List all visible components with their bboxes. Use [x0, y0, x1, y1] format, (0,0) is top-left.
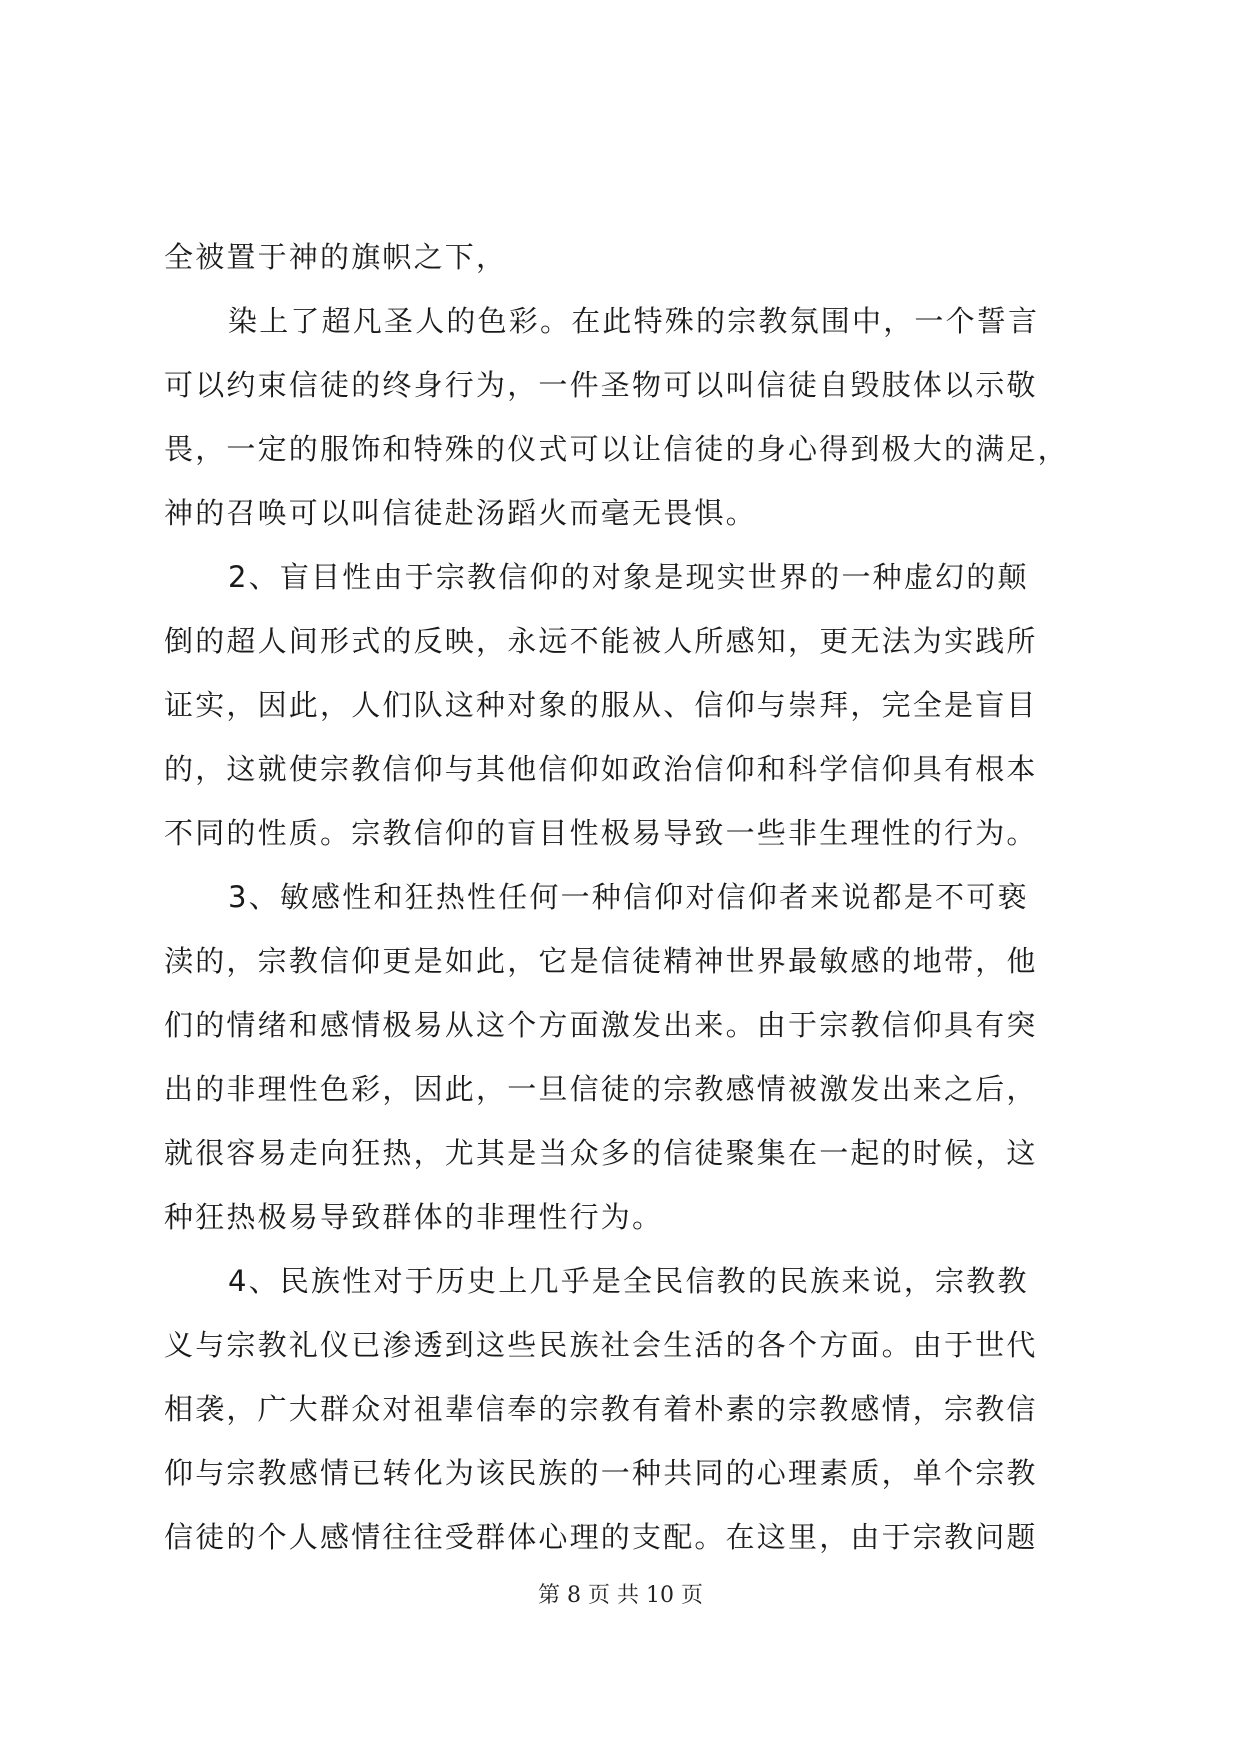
- body-text: [164, 225, 1084, 1569]
- text-line: 们的情绪和感情极易从这个方面激发出来。由于宗教信仰具有突: [164, 1008, 1038, 1042]
- text-line: 全被置于神的旗帜之下，: [164, 240, 508, 274]
- text-line: 4、民族性对于历史上几乎是全民信教的民族来说，宗教教: [228, 1264, 1029, 1298]
- text-line: 的，这就使宗教信仰与其他信仰如政治信仰和科学信仰具有根本: [164, 752, 1038, 786]
- text-line: 仰与宗教感情已转化为该民族的一种共同的心理素质，单个宗教: [164, 1456, 1038, 1490]
- text-line: 2、盲目性由于宗教信仰的对象是现实世界的一种虚幻的颠: [228, 560, 1029, 594]
- page-footer: 第 8 页 共 10 页: [538, 1583, 703, 1608]
- text-line: 染上了超凡圣人的色彩。在此特殊的宗教氛围中，一个誓言: [228, 304, 1040, 338]
- text-line: 义与宗教礼仪已渗透到这些民族社会生活的各个方面。由于世代: [164, 1328, 1038, 1362]
- text-line: 信徒的个人感情往往受群体心理的支配。在这里，由于宗教问题: [164, 1520, 1038, 1554]
- text-line: 3、敏感性和狂热性任何一种信仰对信仰者来说都是不可亵: [228, 880, 1029, 914]
- text-line: 相袭，广大群众对祖辈信奉的宗教有着朴素的宗教感情，宗教信: [164, 1392, 1038, 1426]
- text-line: 出的非理性色彩，因此，一旦信徒的宗教感情被激发出来之后，: [164, 1072, 1038, 1106]
- text-line: 种狂热极易导致群体的非理性行为。: [164, 1200, 664, 1234]
- text-line: 神的召唤可以叫信徒赴汤蹈火而毫无畏惧。: [164, 496, 757, 530]
- text-line: 可以约束信徒的终身行为，一件圣物可以叫信徒自毁肢体以示敬: [164, 368, 1038, 402]
- text-line: 不同的性质。宗教信仰的盲目性极易导致一些非生理性的行为。: [164, 816, 1038, 850]
- text-line: 倒的超人间形式的反映，永远不能被人所感知，更无法为实践所: [164, 624, 1038, 658]
- text-line: 证实，因此，人们队这种对象的服从、信仰与崇拜，完全是盲目: [164, 688, 1038, 722]
- text-line: 渎的，宗教信仰更是如此，它是信徒精神世界最敏感的地带，他: [164, 944, 1038, 978]
- text-line: 就很容易走向狂热，尤其是当众多的信徒聚集在一起的时候，这: [164, 1136, 1038, 1170]
- text-line: 畏，一定的服饰和特殊的仪式可以让信徒的身心得到极大的满足，: [164, 432, 1069, 466]
